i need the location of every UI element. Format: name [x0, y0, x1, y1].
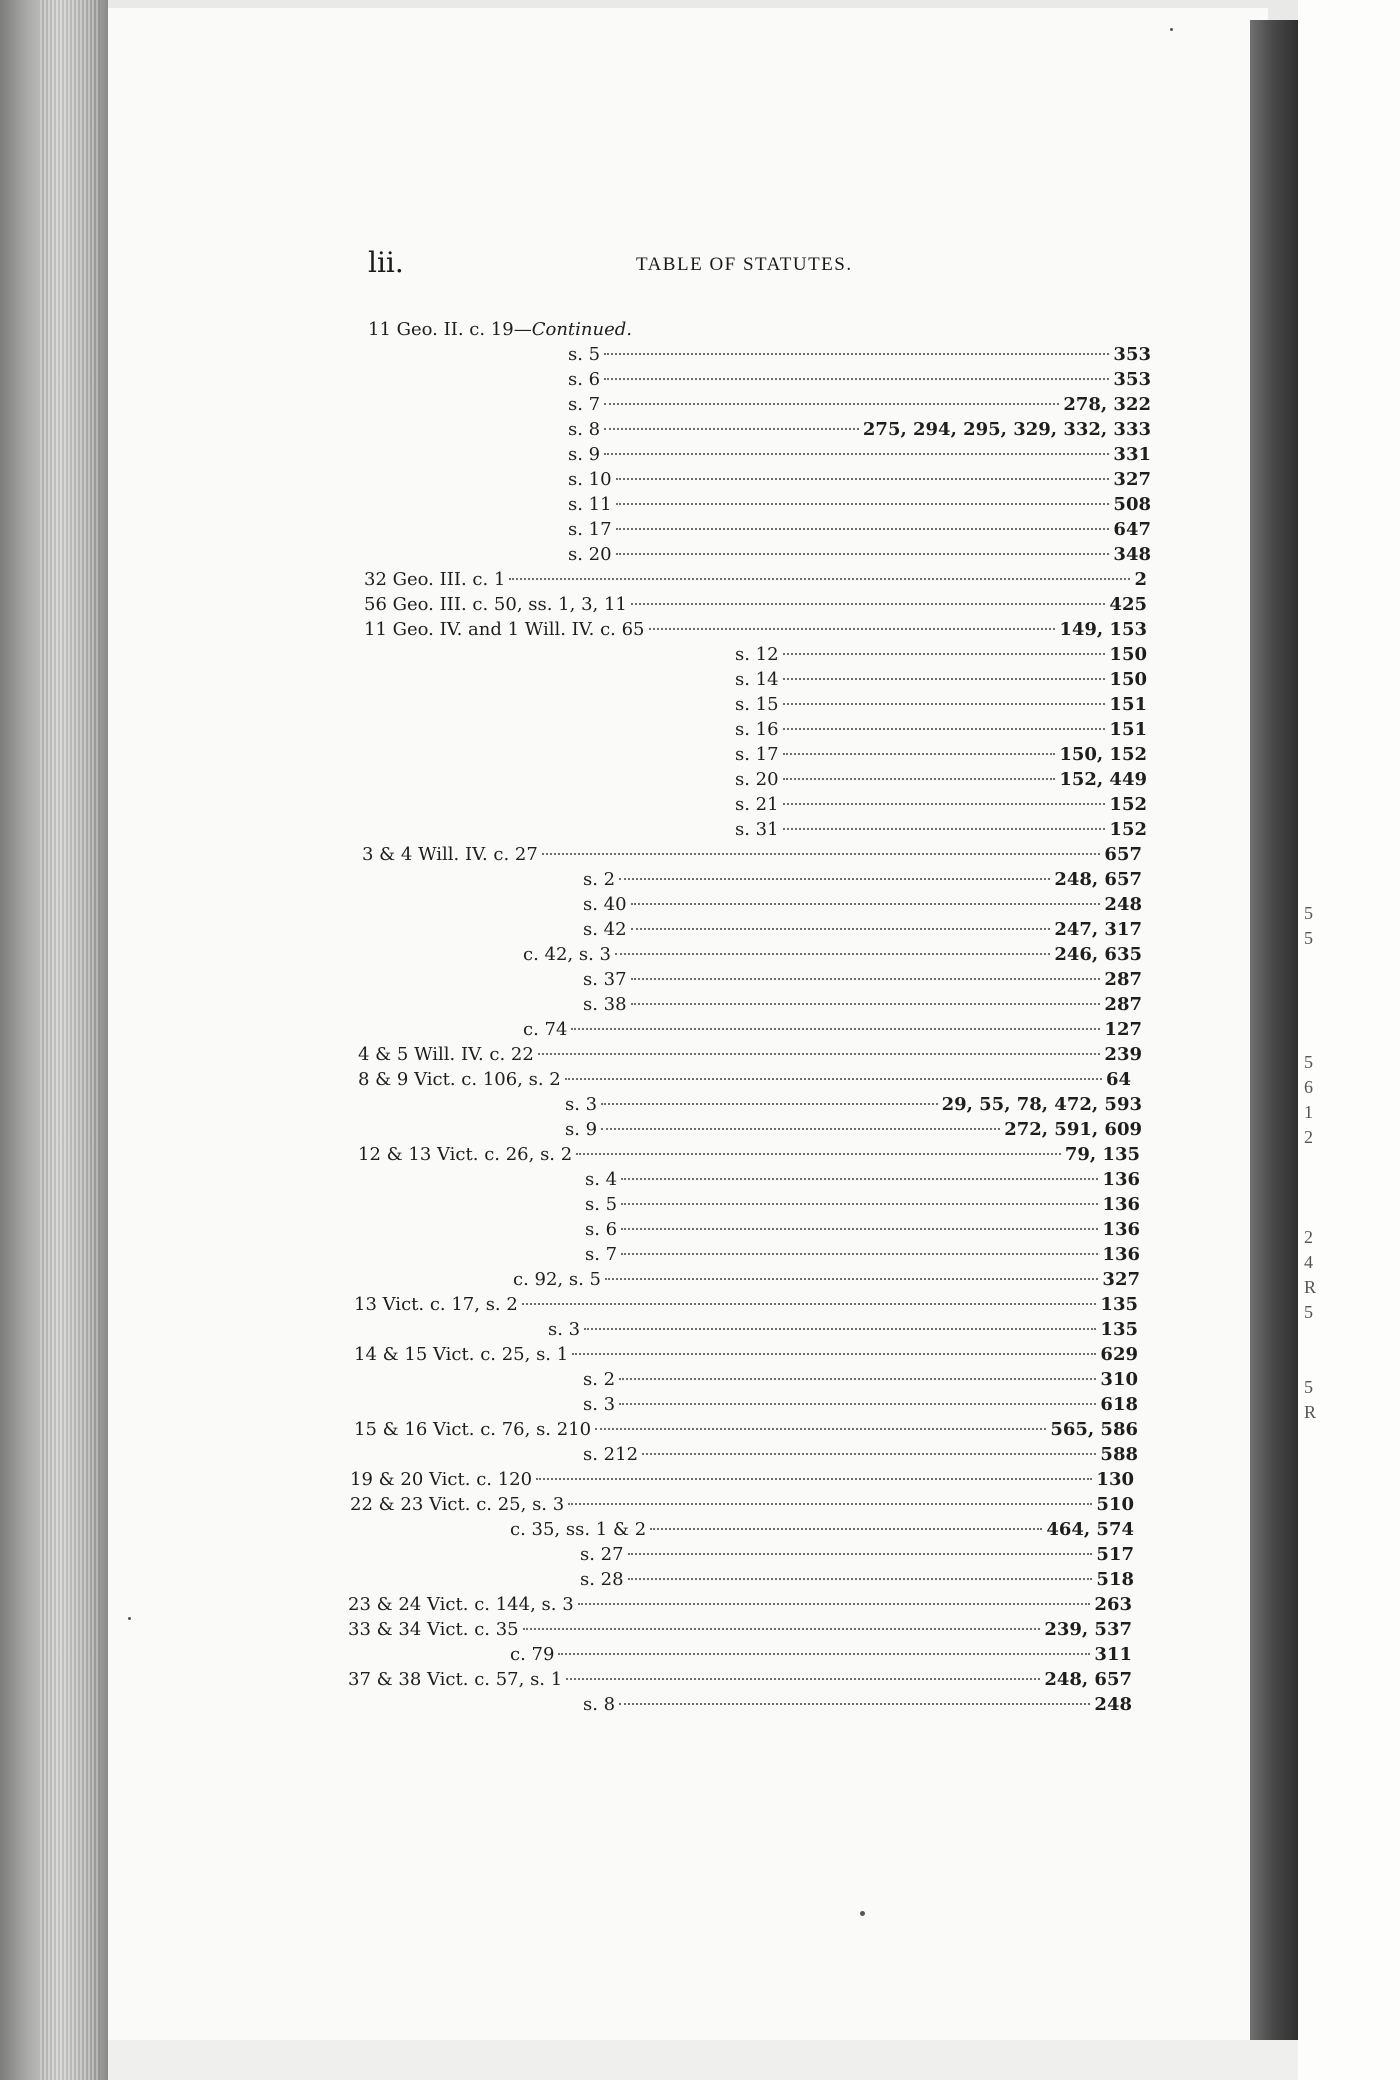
dot-leader — [628, 1553, 1093, 1555]
entry-label: s. 20 — [735, 769, 779, 790]
scan-speck — [860, 1911, 865, 1916]
dot-leader — [522, 1303, 1097, 1305]
dot-leader — [619, 1378, 1096, 1380]
dot-leader — [538, 1053, 1101, 1055]
dot-leader — [621, 1253, 1098, 1255]
page-references: 310 — [1100, 1369, 1138, 1390]
entry-label: s. 9 — [568, 444, 601, 465]
dot-leader — [783, 803, 1106, 805]
index-entry — [568, 543, 1151, 567]
page-references: 510 — [1096, 1494, 1134, 1515]
dot-leader — [523, 1628, 1041, 1630]
dot-leader — [621, 1203, 1098, 1205]
entry-label: s. 17 — [568, 519, 612, 540]
index-entry — [510, 1518, 1134, 1542]
dot-leader — [578, 1603, 1091, 1605]
index-entry — [735, 768, 1147, 792]
entry-label: s. 6 — [585, 1219, 618, 1240]
page-references: 135 — [1100, 1319, 1138, 1340]
index-entry — [568, 518, 1151, 542]
page-references: 152 — [1109, 794, 1147, 815]
dot-leader — [616, 503, 1110, 505]
facing-page-fragment: 5 — [1304, 903, 1313, 923]
page-references: 149, 153 — [1059, 619, 1147, 640]
entry-label: s. 15 — [735, 694, 779, 715]
page-references: 327 — [1102, 1269, 1140, 1290]
dot-leader — [604, 428, 859, 430]
page-references: 79, 135 — [1064, 1144, 1140, 1165]
index-entry — [354, 1418, 1138, 1442]
entry-label: s. 4 — [585, 1169, 618, 1190]
index-entry — [568, 418, 1151, 442]
page-references: 287 — [1104, 994, 1142, 1015]
page-references: 151 — [1109, 694, 1147, 715]
entry-label: s. 10 — [568, 469, 612, 490]
page-references: 565, 586 — [1050, 1419, 1138, 1440]
entry-label: 3 & 4 Will. IV. c. 27 — [362, 844, 538, 865]
entry-label: s. 14 — [735, 669, 779, 690]
dot-leader — [604, 403, 1059, 405]
entry-label: s. 21 — [735, 794, 779, 815]
entry-label: c. 35, ss. 1 & 2 — [510, 1519, 647, 1540]
dot-leader — [631, 903, 1101, 905]
page-references: 275, 294, 295, 329, 332, 333 — [862, 419, 1151, 440]
dot-leader — [783, 728, 1106, 730]
page-references: 657 — [1104, 844, 1142, 865]
index-entry — [735, 668, 1147, 692]
dot-leader — [631, 978, 1101, 980]
entry-label: s. 16 — [735, 719, 779, 740]
page-references: 136 — [1102, 1169, 1140, 1190]
index-entry — [510, 1643, 1132, 1667]
index-entry — [568, 468, 1151, 492]
dot-leader — [595, 1428, 1046, 1430]
dot-leader — [642, 1453, 1096, 1455]
scan-speck — [128, 1617, 131, 1620]
entry-label: c. 92, s. 5 — [513, 1269, 602, 1290]
page-references: 517 — [1096, 1544, 1134, 1565]
page-references: 239, 537 — [1044, 1619, 1132, 1640]
dot-leader — [783, 828, 1106, 830]
page-references: 588 — [1100, 1444, 1138, 1465]
entry-label: s. 5 — [568, 344, 601, 365]
index-entry — [735, 718, 1147, 742]
page-references: 287 — [1104, 969, 1142, 990]
entry-label: s. 20 — [568, 544, 612, 565]
index-entry — [565, 1118, 1142, 1142]
page-references: 248, 657 — [1044, 1669, 1132, 1690]
entry-label: s. 3 — [565, 1094, 598, 1115]
page-references: 239 — [1104, 1044, 1142, 1065]
index-entry — [583, 868, 1142, 892]
entry-label: 11 Geo. IV. and 1 Will. IV. c. 65 — [364, 619, 645, 640]
dot-leader — [509, 578, 1130, 580]
entry-label: s. 37 — [583, 969, 627, 990]
dot-leader — [628, 1578, 1093, 1580]
entry-label: s. 9 — [565, 1119, 598, 1140]
entry-label: 4 & 5 Will. IV. c. 22 — [358, 1044, 534, 1065]
entry-label: 56 Geo. III. c. 50, ss. 1, 3, 11 — [364, 594, 627, 615]
entry-label: 33 & 34 Vict. c. 35 — [348, 1619, 519, 1640]
dot-leader — [616, 478, 1110, 480]
dot-leader — [631, 1003, 1101, 1005]
dot-leader — [605, 1278, 1098, 1280]
index-entry — [565, 1093, 1142, 1117]
index-entry — [585, 1243, 1140, 1267]
dot-leader — [619, 1403, 1096, 1405]
page-references: 327 — [1113, 469, 1151, 490]
continued-note: Continued. — [531, 319, 632, 340]
facing-page-fragment: 4 — [1304, 1252, 1313, 1272]
dot-leader — [649, 628, 1056, 630]
entry-label: 14 & 15 Vict. c. 25, s. 1 — [354, 1344, 569, 1365]
entry-label: s. 3 — [583, 1394, 616, 1415]
dot-leader — [631, 603, 1106, 605]
entry-label: s. 7 — [585, 1244, 618, 1265]
dot-leader — [576, 1153, 1061, 1155]
index-entry — [735, 743, 1147, 767]
entry-label: c. 74 — [523, 1019, 568, 1040]
page-references: 353 — [1113, 344, 1151, 365]
index-entry — [585, 1193, 1140, 1217]
page-references: 130 — [1096, 1469, 1134, 1490]
page-references: 263 — [1094, 1594, 1132, 1615]
page-references: 150 — [1109, 644, 1147, 665]
entry-label: s. 8 — [583, 1694, 616, 1715]
entry-label: s. 5 — [585, 1194, 618, 1215]
entry-label: 23 & 24 Vict. c. 144, s. 3 — [348, 1594, 574, 1615]
dot-leader — [604, 453, 1109, 455]
index-entry — [548, 1318, 1138, 1342]
index-entry — [523, 943, 1142, 967]
page-references: 311 — [1094, 1644, 1132, 1665]
dot-leader — [584, 1328, 1096, 1330]
dot-leader — [783, 778, 1056, 780]
entry-label: s. 2 — [583, 869, 616, 890]
index-entry — [583, 993, 1142, 1017]
page-references: 151 — [1109, 719, 1147, 740]
facing-page-fragment: 6 — [1304, 1077, 1313, 1097]
index-entry — [568, 443, 1151, 467]
page-references: 518 — [1096, 1569, 1134, 1590]
page-references: 246, 635 — [1054, 944, 1142, 965]
page-references: 248 — [1104, 894, 1142, 915]
entry-label: 12 & 13 Vict. c. 26, s. 2 — [358, 1144, 573, 1165]
index-entry — [735, 693, 1147, 717]
entry-label: s. 28 — [580, 1569, 624, 1590]
page-references: 272, 591, 609 — [1004, 1119, 1142, 1140]
dot-leader — [621, 1228, 1098, 1230]
dot-leader — [650, 1528, 1042, 1530]
entry-label: s. 6 — [568, 369, 601, 390]
index-entry — [580, 1568, 1134, 1592]
page-references: 136 — [1102, 1244, 1140, 1265]
dot-leader — [536, 1478, 1092, 1480]
dot-leader — [783, 653, 1106, 655]
index-entry — [735, 643, 1147, 667]
page-references: 618 — [1100, 1394, 1138, 1415]
index-entry — [350, 1493, 1134, 1517]
scan-speck — [1170, 28, 1173, 31]
dot-leader — [558, 1653, 1090, 1655]
dot-leader — [616, 528, 1110, 530]
page-references: 248 — [1094, 1694, 1132, 1715]
facing-page-fragment: 1 — [1304, 1102, 1313, 1122]
page-references: 64 — [1105, 1069, 1131, 1090]
dot-leader — [631, 928, 1051, 930]
page-references: 248, 657 — [1054, 869, 1142, 890]
dot-leader — [601, 1128, 1000, 1130]
page-references: 464, 574 — [1046, 1519, 1134, 1540]
entry-label: s. 27 — [580, 1544, 624, 1565]
index-entry — [348, 1593, 1132, 1617]
entry-label: 8 & 9 Vict. c. 106, s. 2 — [358, 1069, 561, 1090]
entry-label: s. 38 — [583, 994, 627, 1015]
entry-label: s. 8 — [568, 419, 601, 440]
page-number: lii. — [368, 246, 404, 279]
facing-page-fragment: 5 — [1304, 1377, 1313, 1397]
facing-page-fragment: 5 — [1304, 928, 1313, 948]
page-references: 647 — [1113, 519, 1151, 540]
page-references: 150 — [1109, 669, 1147, 690]
index-entry — [358, 1068, 1131, 1092]
dot-leader — [621, 1178, 1098, 1180]
entry-label: s. 2 — [583, 1369, 616, 1390]
dot-leader — [566, 1678, 1040, 1680]
entry-label: s. 7 — [568, 394, 601, 415]
dot-leader — [604, 353, 1109, 355]
dot-leader — [601, 1103, 937, 1105]
dot-leader — [619, 1703, 1090, 1705]
page-references: 152, 449 — [1059, 769, 1147, 790]
page-references: 331 — [1113, 444, 1151, 465]
page-references: 425 — [1109, 594, 1147, 615]
index-entry — [362, 843, 1142, 867]
index-entry — [583, 1693, 1132, 1717]
index-entry — [364, 618, 1147, 642]
page-title: TABLE OF STATUTES. — [636, 254, 853, 275]
index-entry — [568, 368, 1151, 392]
facing-page-fragment: 2 — [1304, 1127, 1313, 1147]
statute-citation: 11 Geo. II. c. 19— — [368, 319, 532, 340]
entry-label: s. 3 — [548, 1319, 581, 1340]
index-entry-heading — [368, 318, 632, 342]
dot-leader — [615, 953, 1050, 955]
page-references: 136 — [1102, 1219, 1140, 1240]
index-entry — [364, 568, 1147, 592]
facing-page-fragment: 5 — [1304, 1302, 1313, 1322]
index-entry — [583, 1368, 1138, 1392]
dot-leader — [568, 1503, 1092, 1505]
index-entry — [583, 918, 1142, 942]
dot-leader — [565, 1078, 1102, 1080]
entry-label: s. 40 — [583, 894, 627, 915]
index-entry — [348, 1668, 1132, 1692]
dot-leader — [619, 878, 1050, 880]
facing-page-fragment: R — [1304, 1402, 1317, 1422]
index-entry — [568, 393, 1151, 417]
index-entry — [585, 1218, 1140, 1242]
index-entry — [580, 1543, 1134, 1567]
page-references: 629 — [1100, 1344, 1138, 1365]
page-references: 135 — [1100, 1294, 1138, 1315]
index-entry — [583, 1393, 1138, 1417]
index-entry — [583, 893, 1142, 917]
dot-leader — [783, 753, 1056, 755]
page-references: 29, 55, 78, 472, 593 — [941, 1094, 1142, 1115]
facing-page-fragment: 5 — [1304, 1052, 1313, 1072]
entry-label: s. 42 — [583, 919, 627, 940]
index-entry — [364, 593, 1147, 617]
index-entry — [513, 1268, 1140, 1292]
entry-label: s. 17 — [735, 744, 779, 765]
page-references: 2 — [1134, 569, 1147, 590]
page-references: 247, 317 — [1054, 919, 1142, 940]
entry-label: s. 212 — [583, 1444, 639, 1465]
index-entry — [735, 793, 1147, 817]
page-references: 508 — [1113, 494, 1151, 515]
index-entry — [348, 1618, 1132, 1642]
index-entry — [585, 1168, 1140, 1192]
index-entry — [523, 1018, 1142, 1042]
dot-leader — [572, 1353, 1096, 1355]
entry-label: 19 & 20 Vict. c. 120 — [350, 1469, 533, 1490]
page-references: 348 — [1113, 544, 1151, 565]
index-entry — [358, 1043, 1142, 1067]
entry-label: 13 Vict. c. 17, s. 2 — [354, 1294, 518, 1315]
index-entry — [735, 818, 1147, 842]
page-references: 150, 152 — [1059, 744, 1147, 765]
page-references: 136 — [1102, 1194, 1140, 1215]
dot-leader — [783, 678, 1106, 680]
entry-label: 15 & 16 Vict. c. 76, s. 210 — [354, 1419, 592, 1440]
index-entry — [568, 343, 1151, 367]
entry-label: 22 & 23 Vict. c. 25, s. 3 — [350, 1494, 565, 1515]
index-entry — [583, 1443, 1138, 1467]
index-entry — [568, 493, 1151, 517]
dot-leader — [542, 853, 1101, 855]
page-references: 278, 322 — [1063, 394, 1151, 415]
dot-leader — [571, 1028, 1100, 1030]
index-entry — [350, 1468, 1134, 1492]
entry-label: 32 Geo. III. c. 1 — [364, 569, 506, 590]
entry-label: s. 31 — [735, 819, 779, 840]
entry-label: c. 42, s. 3 — [523, 944, 612, 965]
index-entry — [354, 1343, 1138, 1367]
index-entry — [583, 968, 1142, 992]
entry-label: s. 11 — [568, 494, 612, 515]
dot-leader — [604, 378, 1109, 380]
index-entry — [354, 1293, 1138, 1317]
entry-label: 37 & 38 Vict. c. 57, s. 1 — [348, 1669, 563, 1690]
facing-page-fragment: 2 — [1304, 1227, 1313, 1247]
page-references: 152 — [1109, 819, 1147, 840]
entry-label: c. 79 — [510, 1644, 555, 1665]
index-entry — [358, 1143, 1140, 1167]
dot-leader — [783, 703, 1106, 705]
entry-label: s. 12 — [735, 644, 779, 665]
dot-leader — [616, 553, 1110, 555]
page-references: 127 — [1104, 1019, 1142, 1040]
facing-page-fragment: R — [1304, 1277, 1317, 1297]
page-references: 353 — [1113, 369, 1151, 390]
